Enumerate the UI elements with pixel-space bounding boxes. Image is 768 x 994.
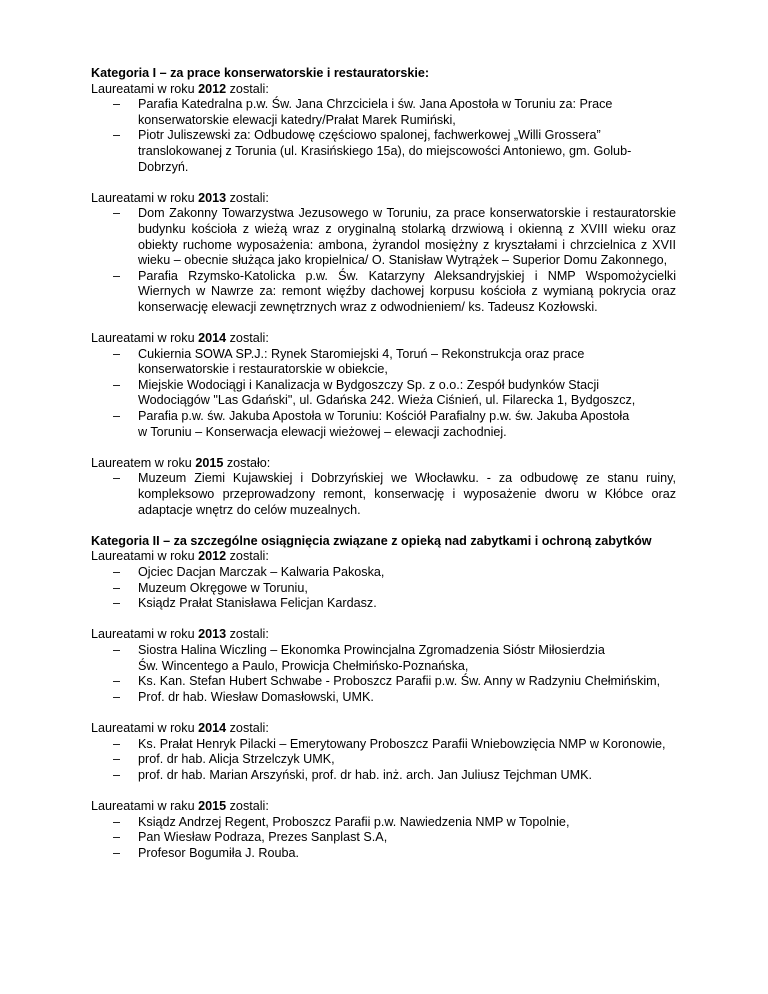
laureate-item [91,378,676,409]
dash-bullet-icon: – [113,845,121,860]
laureate-text-line: Wodociągów "Las Gdański", ul. Gdańska 242. Wieża Ciśnień, ul. Filarecka 1, Bydgoszcz, [138,393,636,408]
intro-suffix: zostali: [226,331,269,346]
section-intro [91,331,676,347]
intro-year: 2015 [198,798,227,813]
laureate-item [91,768,676,784]
dash-bullet-icon: – [113,471,121,486]
dash-bullet-icon: – [113,268,121,283]
dash-bullet-icon: – [113,409,121,424]
category-2-title: Kategoria II – za szczególne osiągnięcia związane z opieką nad zabytkami i ochroną zabytków [91,533,652,548]
laureate-item [91,206,676,268]
laureate-text-line: Prof. dr hab. Wiesław Domasłowski, UMK. [138,689,374,704]
dash-bullet-icon: – [113,814,121,829]
laureate-text-line: obiekty ruchome wyposażenia: ambona, żyrandol mosiężny z kryształami i chrzcielnica z XVII [138,237,676,252]
laureate-text-line: budynku kościoła z wieżą wraz z oryginalną stolarką drzwiową i okienną z XVIII wieku oraz [138,221,676,236]
laureate-text-line: Dobrzyń. [138,159,189,174]
intro-year: 2015 [195,455,224,470]
category-1-body [91,82,676,519]
laureate-item [91,347,676,378]
laureate-text-line: konserwatorskie elewacji katedry/Prałat Marek Rumiński, [138,112,456,127]
laureate-item [91,581,676,597]
dash-bullet-icon: – [113,596,121,611]
laureate-text-line: Siostra Halina Wiczling – Ekonomka Prowincjalna Zgromadzenia Sióstr Miłosierdzia [138,642,605,657]
laureate-text-line: Dom Zakonny Towarzystwa Jezusowego w Toruniu, za prace konserwatorskie i restauratorskie [138,206,676,221]
laureate-text-line: Wiernych w Nawrze za: remont więźby dachowej korpusu kościoła z wymianą pokrycia oraz [138,284,676,299]
dash-bullet-icon: – [113,736,121,751]
dash-bullet-icon: – [113,830,121,845]
section-intro [91,82,676,98]
intro-prefix: Laureatami w roku [91,331,199,346]
dash-bullet-icon: – [113,689,121,704]
laureate-text-line: Ks. Prałat Henryk Pilacki – Emerytowany Proboszcz Parafii Wniebowzięcia NMP w Koronowie, [138,736,666,751]
laureate-item [91,737,676,753]
laureate-text-line: Profesor Bogumiła J. Rouba. [138,845,300,860]
laureate-text-line: wieku – obecnie służąca jako kropielnica/ O. Stanisław Wytrążek – Superior Domu Zakonnego, [138,253,668,268]
laureate-item [91,596,676,612]
section-intro [91,721,676,737]
laureate-text-line: Parafia Rzymsko-Katolicka p.w. Św. Katarzyny Aleksandryjskiej i NMP Wspomożycielki [138,268,676,283]
laureates-list [91,471,676,518]
document-page [91,66,676,877]
laureate-text-line: Pan Wiesław Podraza, Prezes Sanplast S.A, [138,830,388,845]
intro-year: 2014 [198,331,227,346]
laureates-list [91,815,676,862]
laureate-text-line: Parafia Katedralna p.w. Św. Jana Chrzciciela i św. Jana Apostoła w Toruniu za: Prace [138,97,613,112]
intro-year: 2014 [198,720,227,735]
intro-prefix: Laureatami w raku [91,798,199,813]
intro-prefix: Laureatem w roku [91,455,196,470]
laureate-text-line: Muzeum Ziemi Kujawskiej i Dobrzyńskiej we Włocławku. - za odbudowę ze stanu ruiny, [138,471,676,486]
laureate-text-line: Muzeum Okręgowe w Toruniu, [138,580,308,595]
section-intro [91,799,676,815]
intro-prefix: Laureatami w roku [91,190,199,205]
laureates-section [91,191,676,316]
laureate-text-line: Ojciec Dacjan Marczak – Kalwaria Pakoska, [138,565,385,579]
category-1-title: Kategoria I – za prace konserwatorskie i restauratorskie: [91,66,430,80]
intro-suffix: zostali: [226,549,269,564]
section-intro [91,456,676,472]
intro-prefix: Laureatami w roku [91,627,199,642]
laureate-item [91,643,676,674]
section-intro [91,627,676,643]
dash-bullet-icon: – [113,565,121,579]
laureates-section [91,82,676,176]
intro-suffix: zostali: [226,798,269,813]
section-intro [91,549,676,565]
dash-bullet-icon: – [113,752,121,767]
laureate-text-line: Ksiądz Andrzej Regent, Proboszcz Parafii p.w. Nawiedzenia NMP w Topolnie, [138,814,570,829]
dash-bullet-icon: – [113,580,121,595]
intro-prefix: Laureatami w roku [91,81,199,96]
laureate-text-line: Św. Wincentego a Paulo, Prowicja Chełmińsko-Poznańska, [138,658,469,673]
dash-bullet-icon: – [113,377,121,392]
laureates-list [91,565,676,612]
laureates-list [91,206,676,315]
intro-year: 2013 [198,627,227,642]
laureate-text-line: kompleksowo przeprowadzony remont, konserwację i wyposażenie dworu w Kłóbce oraz [138,487,676,502]
intro-suffix: zostali: [226,627,269,642]
intro-suffix: zostali: [226,81,269,96]
laureates-list [91,643,676,705]
dash-bullet-icon: – [113,206,121,221]
laureates-section [91,721,676,783]
laureate-text-line: prof. dr hab. Alicja Strzelczyk UMK, [138,752,335,767]
laureates-section [91,627,676,705]
intro-prefix: Laureatami w roku [91,720,199,735]
intro-year: 2012 [198,549,227,564]
laureate-text-line: translokowanej z Torunia (ul. Krasińskiego 15a), do miejscowości Antoniewo, gm. Golub- [138,143,632,158]
dash-bullet-icon: – [113,767,121,782]
laureate-text-line: Ksiądz Prałat Stanisława Felicjan Kardasz. [138,596,377,611]
laureate-item [91,674,676,690]
laureate-item [91,471,676,518]
intro-year: 2012 [198,81,227,96]
intro-suffix: zostali: [226,190,269,205]
dash-bullet-icon: – [113,674,121,689]
laureate-item [91,830,676,846]
intro-suffix: zostali: [226,720,269,735]
laureate-text-line: w Toruniu – Konserwacja elewacji wieżowej – elewacji zachodniej. [138,424,507,439]
laureate-text-line: prof. dr hab. Marian Arszyński, prof. dr hab. inż. arch. Jan Juliusz Tejchman UMK. [138,767,593,782]
intro-prefix: Laureatami w roku [91,549,199,564]
category-2-body [91,549,676,861]
section-intro [91,191,676,207]
laureate-text-line: konserwację elewacji zewnętrznych wraz z odwodnieniem/ ks. Tadeusz Kozłowski. [138,299,598,314]
laureate-item [91,97,676,128]
laureates-list [91,97,676,175]
laureate-item [91,690,676,706]
laureate-item [91,846,676,862]
laureate-item [91,565,676,581]
laureates-section [91,799,676,861]
dash-bullet-icon: – [113,97,121,112]
laureates-list [91,737,676,784]
laureate-text-line: Cukiernia SOWA SP.J.: Rynek Staromiejski 4, Toruń – Rekonstrukcja oraz prace [138,346,585,361]
laureate-text-line: konserwatorskie i restauratorskie w obiekcie, [138,362,388,377]
dash-bullet-icon: – [113,128,121,143]
dash-bullet-icon: – [113,346,121,361]
laureate-item [91,269,676,316]
laureate-item [91,752,676,768]
laureates-section [91,549,676,611]
intro-year: 2013 [198,190,227,205]
laureate-item [91,128,676,175]
laureate-text-line: Miejskie Wodociągi i Kanalizacja w Bydgoszczy Sp. z o.o.: Zespół budynków Stacji [138,377,600,392]
laureate-text-line: Piotr Juliszewski za: Odbudowę częściowo spalonej, fachwerkowej „Willi Grossera” [138,128,601,143]
laureate-text-line: Ks. Kan. Stefan Hubert Schwabe - Proboszcz Parafii p.w. Św. Anny w Radzyniu Chełmińskim, [138,674,661,689]
laureates-list [91,347,676,441]
laureates-section [91,331,676,440]
laureates-section [91,456,676,518]
laureate-item [91,815,676,831]
laureate-text-line: adaptacje wnętrz do celów muzealnych. [138,502,361,517]
laureate-text-line: Parafia p.w. św. Jakuba Apostoła w Toruniu: Kościół Parafialny p.w. św. Jakuba Apostoła [138,409,630,424]
intro-suffix: zostało: [223,455,271,470]
dash-bullet-icon: – [113,642,121,657]
laureate-item [91,409,676,440]
